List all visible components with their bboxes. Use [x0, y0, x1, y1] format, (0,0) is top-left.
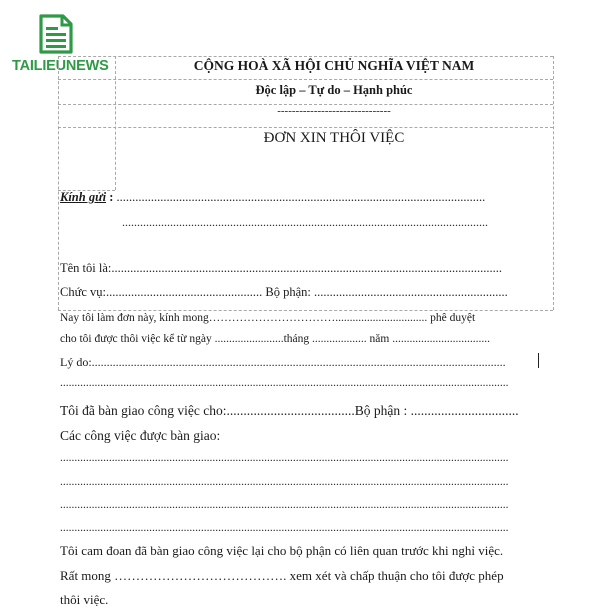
kinh-gui-colon: : — [106, 190, 117, 204]
table-row-line — [58, 56, 553, 57]
kinh-gui-dots: ...................................................................................................................... — [116, 190, 486, 204]
logo-text: TAILIEUNEWS — [12, 58, 109, 74]
table-row-line — [58, 310, 553, 311]
tailieunews-logo — [12, 14, 109, 76]
table-border-left — [58, 56, 59, 310]
nay-toi-line: Nay tôi làm đơn này, kính mong……………………………................................ phê duyệt — [60, 312, 476, 324]
motto: Độc lập – Tự do – Hạnh phúc — [255, 83, 413, 97]
table-row-line — [58, 79, 553, 80]
chuc-vu-field: Chức vụ:.................................................. Bộ phận: .............................................................. — [60, 285, 508, 299]
text-cursor — [538, 353, 539, 368]
document-icon — [38, 14, 74, 54]
rat-mong-line: Rất mong …………………………………. xem xét và chấp thuận cho tôi được phép — [60, 568, 504, 583]
dots-line: ............................................................................................................................................................ — [60, 476, 509, 488]
cam-doan-line: Tôi cam đoan đã bàn giao công việc lại cho bộ phận có liên quan trước khi nghỉ việc. — [60, 543, 504, 558]
ly-do-field: Lý do:.......................................................................................................................................... — [60, 355, 506, 369]
dots-line: ............................................................................................................................................................ — [60, 452, 509, 464]
ten-toi-field: Tên tôi là:............................................................................................................................. — [60, 261, 502, 275]
kinh-gui-label: Kính gửi — [60, 190, 107, 204]
kinh-gui-dots-line: .......................................................................................................................... — [122, 215, 488, 229]
document-title: ĐƠN XIN THÔI VIỆC — [263, 130, 405, 146]
table-border-right — [553, 56, 554, 310]
table-row-line — [58, 127, 553, 128]
dots-line: ............................................................................................................................................................ — [60, 522, 509, 534]
separator: ------------------------------- — [277, 105, 391, 117]
country-name: CỘNG HOÀ XÃ HỘI CHỦ NGHĨA VIỆT NAM — [193, 58, 475, 73]
cho-toi-line: cho tôi được thôi việc kể từ ngày ........................tháng ................... năm .................................. — [60, 333, 490, 345]
table-border-inner — [115, 56, 116, 190]
thoi-viec-line: thôi việc. — [60, 592, 109, 607]
ly-do-dots: ............................................................................................................................................................ — [60, 377, 509, 389]
dots-line: ............................................................................................................................................................ — [60, 499, 509, 511]
cac-cong-viec-label: Các công việc được bàn giao: — [60, 428, 221, 443]
kinh-gui-line — [60, 190, 485, 205]
ban-giao-line: Tôi đã bàn giao công việc cho:......................................Bộ phận : ................................ — [60, 403, 519, 418]
